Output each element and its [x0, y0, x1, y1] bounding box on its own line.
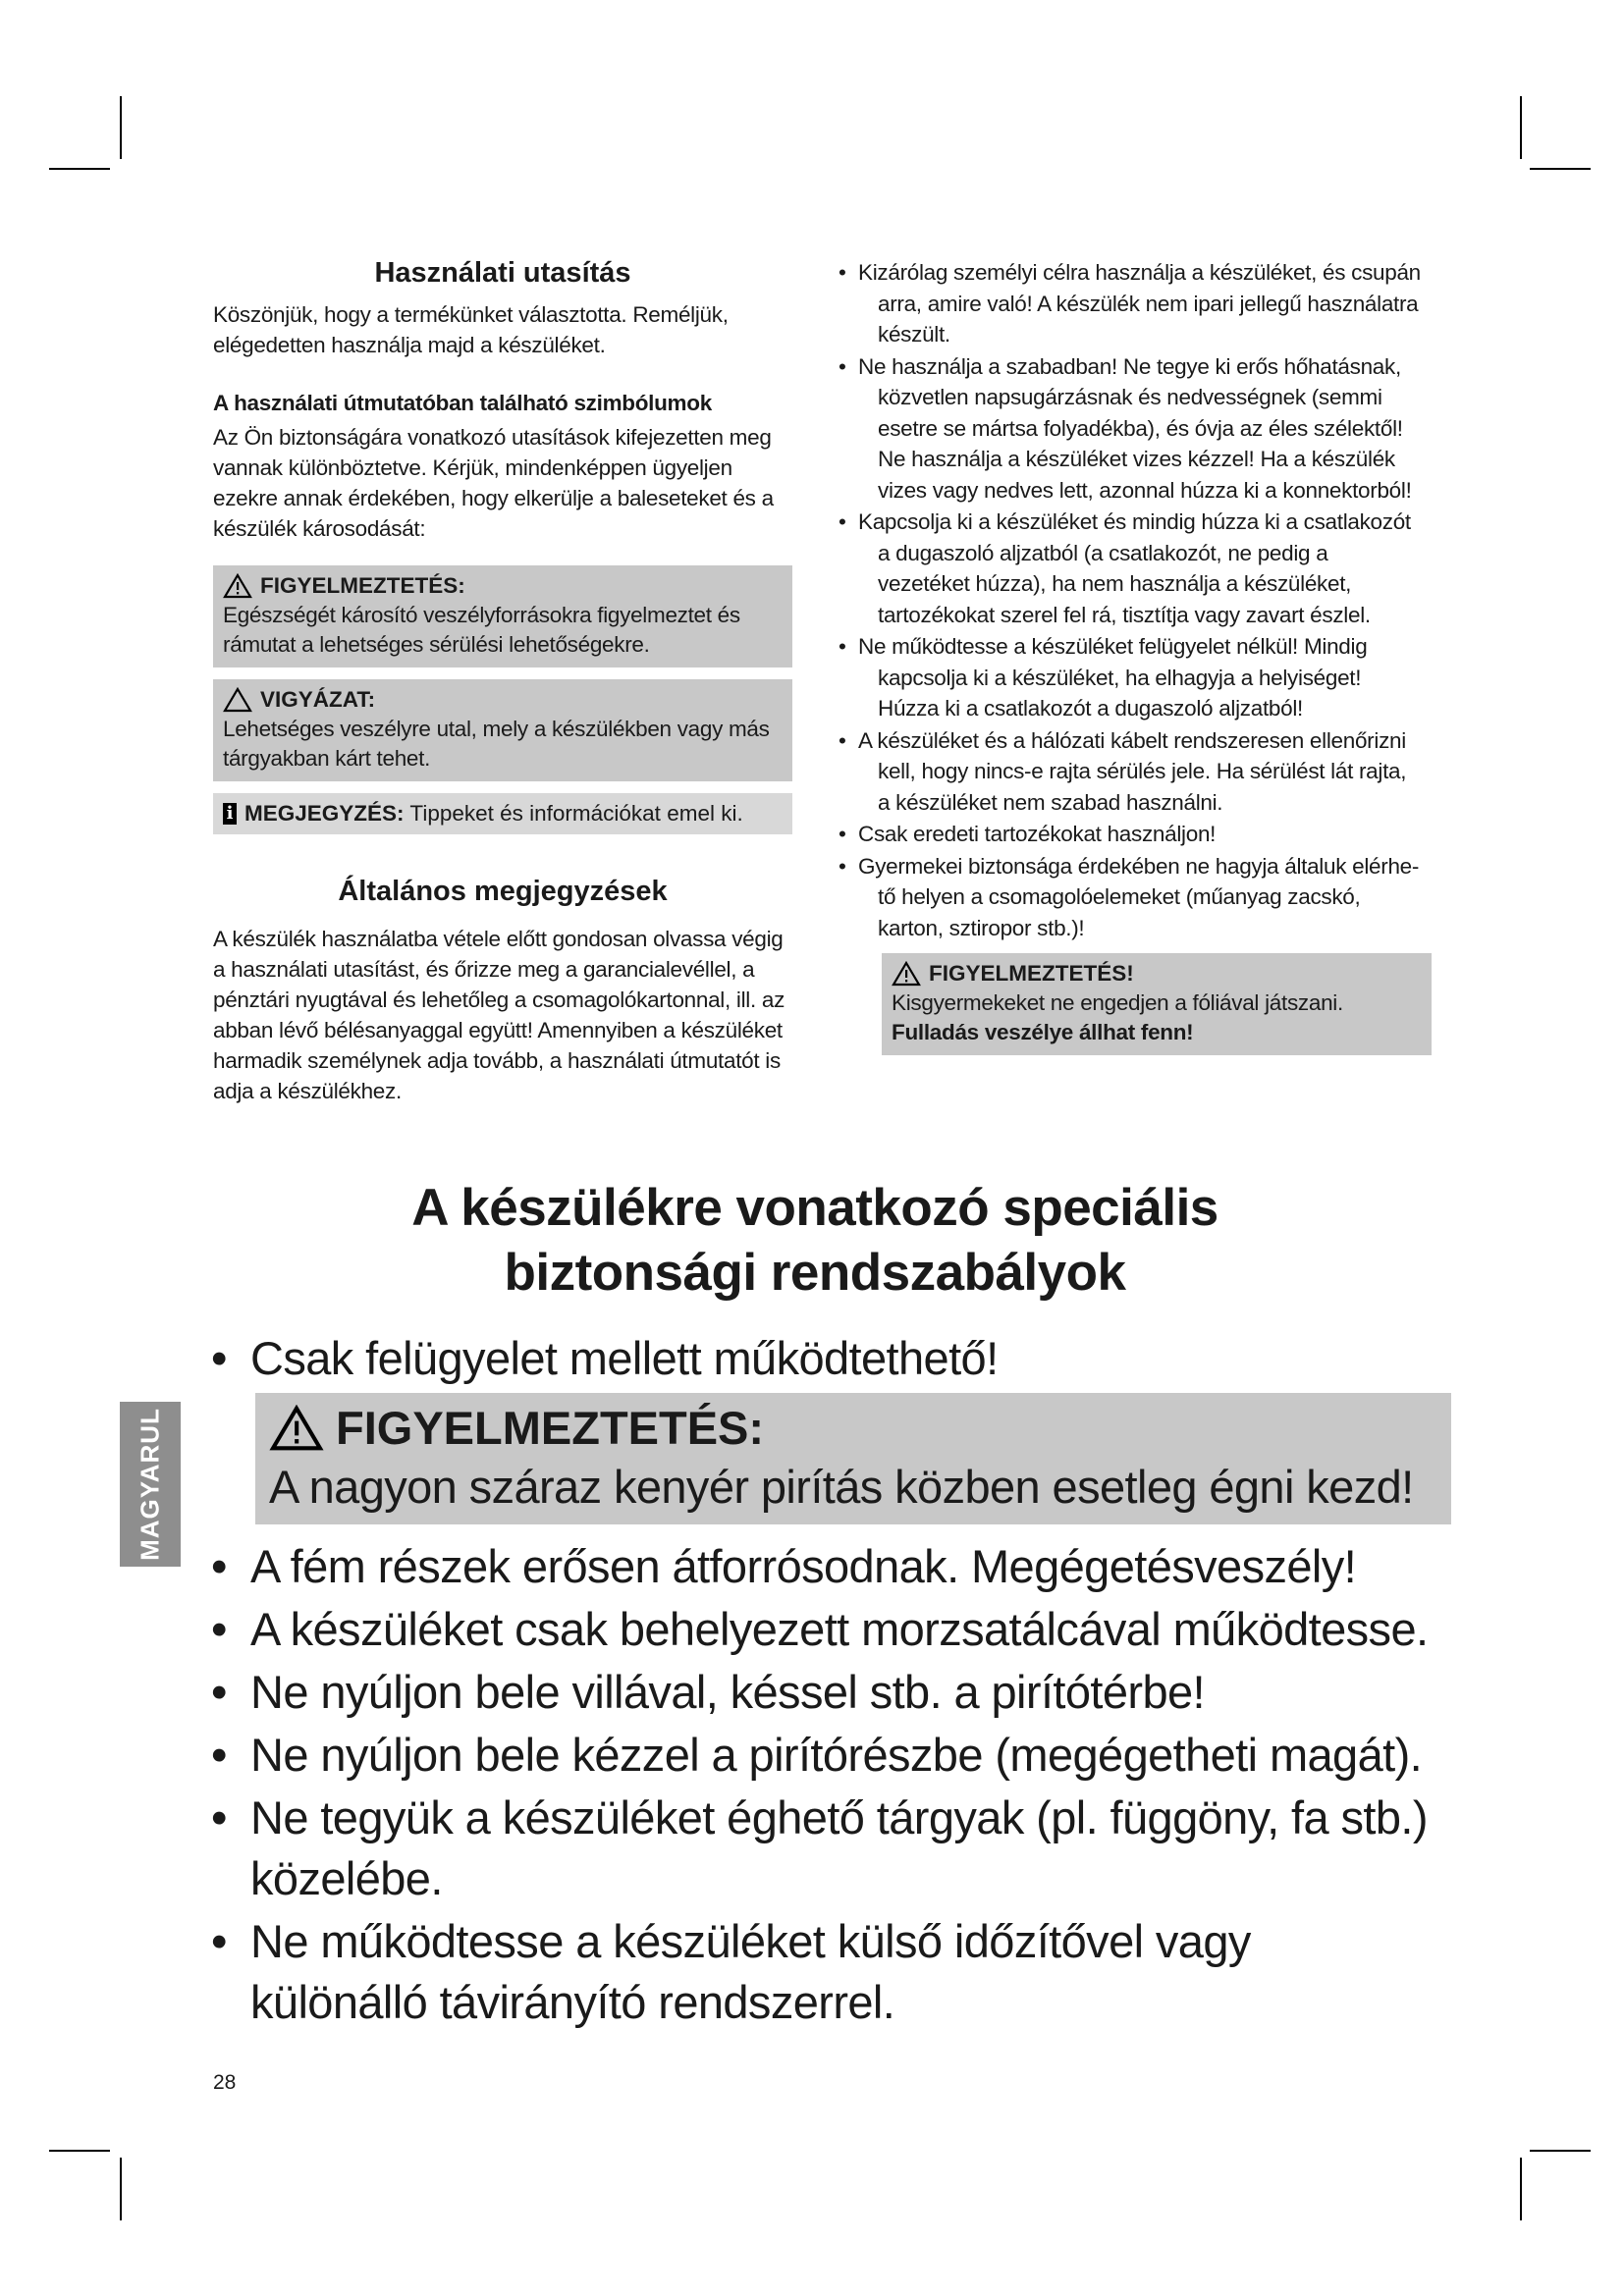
list-item: • Ne tegyük a készüléket éghető tárgyak (pl. függöny, fa stb.) közelébe.	[206, 1788, 1434, 1909]
caution-text: Lehetséges veszélyre utal, mely a készülékben vagy más tárgyakban kárt tehet.	[223, 717, 770, 771]
list-item: • Kizárólag személyi célra használja a készüléket, és csupán arra, amire való! A készülék nem ipari jellegű használatra készült.	[835, 257, 1424, 350]
safety-bullet-list	[835, 257, 1424, 943]
caution-label: VIGYÁZAT:	[260, 687, 376, 712]
child-warning-box	[882, 953, 1432, 1055]
list-item: • Ne nyúljon bele kézzel a pirítórészbe (megégetheti magát).	[206, 1725, 1434, 1786]
caution-box	[213, 679, 792, 781]
note-box	[213, 793, 792, 834]
list-item: • A fém részek erősen átforrósodnak. Megégetésveszély!	[206, 1536, 1434, 1597]
manual-title: Használati utasítás	[374, 257, 631, 289]
child-warning-bold-text: Fulladás veszélye állhat fenn!	[892, 1020, 1194, 1044]
crop-mark	[120, 2158, 122, 2220]
special-rules-list	[206, 1328, 1434, 2035]
crop-mark	[1530, 2150, 1591, 2152]
list-item: • Ne működtesse a készüléket külső időzítővel vagy különálló távirányító rendszerrel.	[206, 1911, 1434, 2033]
list-item: • A készüléket és a hálózati kábelt rendszeresen ellenőrizni kell, hogy nincs-e rajta sérülés jele. Ha sérülést lát rajta, a készüléket nem szabad használni.	[835, 725, 1424, 819]
language-tab	[120, 1402, 181, 1567]
warning-text: Egészségét károsító veszélyforrásokra figyelmeztet és rámutat a lehetséges sérülési lehetőségekre.	[223, 603, 740, 657]
warning-triangle-icon	[269, 1405, 324, 1452]
list-item: • A készüléket csak behelyezett morzsatálcával működtesse.	[206, 1599, 1434, 1660]
note-text: Tippeket és információkat emel ki.	[409, 801, 743, 826]
warning-triangle-icon	[223, 687, 252, 713]
toast-warning-text: A nagyon száraz kenyér pirítás közben esetleg égni kezd!	[269, 1461, 1414, 1513]
intro-text: Köszönjük, hogy a termékünket választotta. Reméljük, elégedetten használja majd a készüléket.	[213, 302, 729, 357]
crop-mark	[49, 168, 110, 170]
page-number: 28	[213, 2071, 237, 2094]
symbols-text: Az Ön biztonságára vonatkozó utasítások kifejezetten meg vannak különböztetve. Kérjük, mindenképpen ügyeljen ezekre annak érdekében, hogy elkerülje a baleseteket és a készülék károsodását:	[213, 425, 774, 541]
warning-triangle-icon	[892, 961, 921, 987]
special-rules-title: A készülékre vonatkozó speciális biztonsági rendszabályok	[411, 1179, 1218, 1302]
note-label: MEGJEGYZÉS:	[244, 801, 405, 826]
warning-box	[213, 565, 792, 667]
info-icon: i	[223, 803, 237, 825]
list-item: • Csak felügyelet mellett működtethető!	[206, 1328, 1434, 1389]
warning-label: FIGYELMEZTETÉS:	[260, 573, 465, 598]
list-item: • Ne használja a szabadban! Ne tegye ki erős hőhatásnak, közvetlen napsugárzásnak és nedvességnek (semmi esetre se mártsa folyadékba), és óvja az éles szélektől! Ne használja a készüléket vizes kézzel! Ha a készülék vizes vagy nedves lett, azonnal húzza ki a konnektorból!	[835, 351, 1424, 507]
general-heading: Általános megjegyzések	[338, 876, 668, 907]
toast-warning-label: FIGYELMEZTETÉS:	[336, 1402, 765, 1454]
crop-mark	[1520, 96, 1522, 159]
right-column	[835, 257, 1424, 1055]
language-label: MAGYARUL	[135, 1408, 165, 1561]
crop-mark	[120, 96, 122, 159]
crop-mark	[49, 2150, 110, 2152]
warning-triangle-icon	[223, 573, 252, 599]
list-item: • Csak eredeti tartozékokat használjon!	[835, 819, 1424, 850]
list-item: • Ne működtesse a készüléket felügyelet nélkül! Mindig kapcsolja ki a készüléket, ha elhagyja a helyiséget! Húzza ki a csatlakozót a dugaszoló aljzatból!	[835, 631, 1424, 724]
left-column	[213, 257, 792, 1106]
toast-warning-box	[255, 1393, 1451, 1524]
crop-mark	[1520, 2158, 1522, 2220]
child-warning-label: FIGYELMEZTETÉS!	[929, 961, 1134, 986]
list-item: • Kapcsolja ki a készüléket és mindig húzza ki a csatlakozót a dugaszoló aljzatból (a csatlakozót, ne pedig a vezetéket húzza), ha nem használja a készüléket, tartozékokat szerel fel rá, tisztítja vagy zavart észlel.	[835, 507, 1424, 630]
child-warning-text: Kisgyermekeket ne engedjen a fóliával játszani.	[892, 990, 1343, 1015]
crop-mark	[1530, 168, 1591, 170]
symbols-heading: A használati útmutatóban található szimbólumok	[213, 391, 712, 415]
list-item: • Ne nyúljon bele villával, késsel stb. a pirítótérbe!	[206, 1662, 1434, 1723]
list-item: • Gyermekei biztonsága érdekében ne hagyja általuk elérhe- tő helyen a csomagolóelemeket (műanyag zacskó, karton, sztiropor stb.)!	[835, 851, 1424, 944]
general-text: A készülék használatba vétele előtt gondosan olvassa végig a használati utasítást, és őrizze meg a garancialevéllel, a pénztári nyugtával és lehetőleg a csomagolókartonnal, ill. az abban lévő bélésanyaggal együtt! Amennyiben a készüléket harmadik személynek adja tovább, a használati útmutatót is adja a készülékhez.	[213, 927, 785, 1103]
